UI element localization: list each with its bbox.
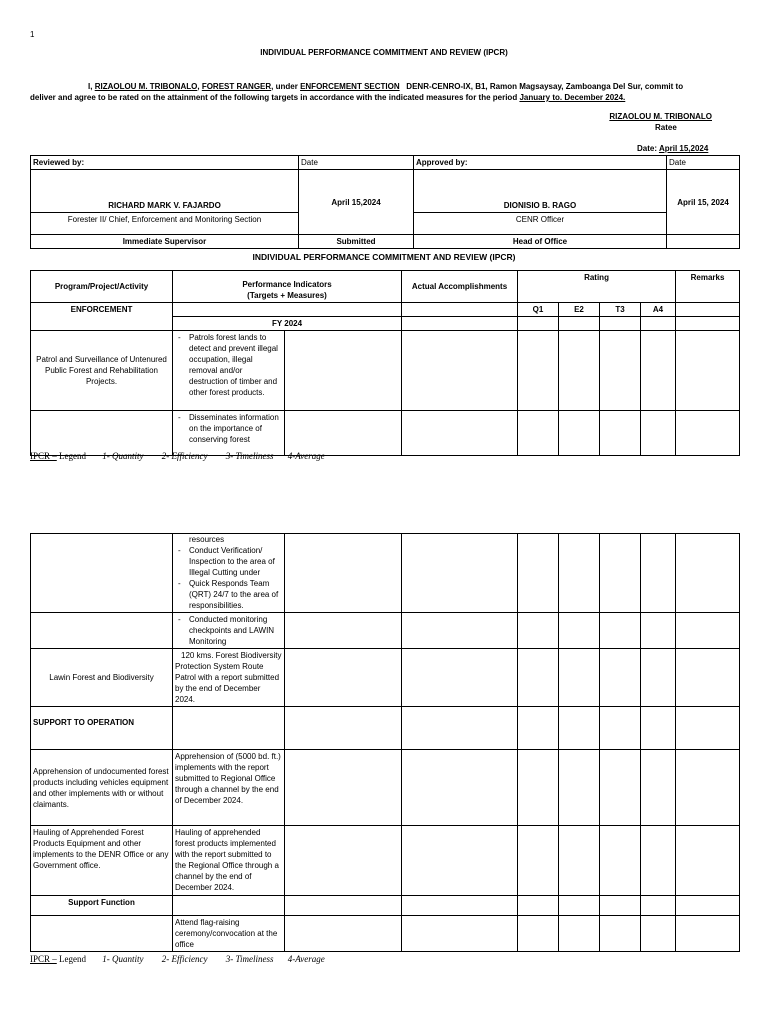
table-row: [31, 896, 740, 916]
approved-by-label: Approved by:: [414, 156, 667, 170]
pi-item: - Conducted monitoring checkpoints and LAWIN Monitoring: [175, 614, 282, 647]
pi-cell: [173, 613, 285, 649]
ratee-date-value: April 15,2024: [658, 144, 709, 153]
comma: ,: [197, 82, 200, 91]
rating-e2: E2: [559, 303, 600, 317]
legend-ipcr: IPCR –: [30, 451, 57, 461]
rating-t3: T3: [600, 303, 641, 317]
date-label-2: Date: [667, 156, 740, 170]
empty-cell: [676, 303, 740, 317]
table-row: [31, 649, 740, 707]
head-of-office-label: Head of Office: [414, 235, 667, 249]
legend-timeliness: 3- Timeliness: [225, 954, 274, 964]
ratee-label: Ratee: [655, 123, 677, 132]
ratee-section: ENFORCEMENT SECTION: [300, 82, 400, 91]
section-support-function: Support Function: [31, 896, 173, 916]
immediate-supervisor-label: Immediate Supervisor: [31, 235, 299, 249]
pi-cell: [173, 411, 285, 456]
header-remarks: Remarks: [676, 271, 740, 303]
empty-cell: [402, 317, 518, 331]
header-pi-line1: Performance Indicators: [242, 280, 332, 289]
table-row: [31, 331, 740, 411]
header-pi-line2: (Targets + Measures): [247, 291, 327, 300]
ratee-position: FOREST RANGER: [201, 82, 272, 91]
legend-ipcr: IPCR –: [30, 954, 57, 964]
reviewer-date: April 15,2024: [299, 170, 414, 235]
section-support-to-operation: SUPPORT TO OPERATION: [31, 707, 173, 750]
ratee-date: [637, 144, 708, 153]
legend-page-2: [30, 954, 325, 964]
header-rating: Rating: [518, 271, 676, 303]
legend-efficiency: 2- Efficiency: [161, 954, 208, 964]
header-ppa: Program/Project/Activity: [31, 271, 173, 303]
approver-name: DIONISIO B. RAGO: [414, 170, 667, 213]
ratee-signature-name: RIZAOLOU M. TRIBONALO: [609, 112, 712, 121]
empty-cell: [402, 303, 518, 317]
table-row: [31, 411, 740, 456]
pi-item: - Disseminates information on the importance of conserving forest: [175, 412, 282, 445]
pi-item: - Patrols forest lands to detect and prevent illegal occupation, illegal removal and/or destruction of timber and other forest products.: [175, 332, 282, 398]
rating-a4: A4: [641, 303, 676, 317]
pi-lawin: 120 kms. Forest Biodiversity Protection System Route Patrol with a report submitted by the end of December 2024.: [173, 649, 285, 707]
header-performance-indicators: [173, 271, 402, 303]
section-enforcement: ENFORCEMENT: [31, 303, 173, 331]
empty-cell: [173, 303, 402, 317]
table-row: [31, 750, 740, 826]
approver-date: April 15, 2024: [667, 170, 740, 235]
header-actual-accomplishments: Actual Accomplishments: [402, 271, 518, 303]
ppa-hauling: Hauling of Apprehended Forest Products Equipment and other implements to the DENR Office or any Government office.: [31, 826, 173, 896]
table-row: [31, 916, 740, 952]
ratee-office: DENR-CENRO-IX, B1, Ramon Magsaysay, Zamboanga Del Sur, commit to: [406, 82, 684, 91]
empty-cell: [667, 235, 740, 249]
legend-efficiency: 2- Efficiency: [161, 451, 208, 461]
pi-apprehension: Apprehension of (5000 bd. ft.) implements with the report submitted to Regional Office through a channel by the end of December 2024.: [173, 750, 285, 826]
reviewer-title: Forester II/ Chief, Enforcement and Monitoring Section: [31, 213, 299, 235]
ipcr-table-page-2: [30, 533, 740, 952]
legend-quantity: 1- Quantity: [102, 954, 144, 964]
pi-hauling: Hauling of apprehended forest products implemented with the report submitted to the Regional Office through a channel by the end of December 2024.: [173, 826, 285, 896]
commitment-text: deliver and agree to be rated on the attainment of the following targets in accordance with the indicated measures for the period: [30, 93, 518, 102]
pi-cell: [173, 534, 285, 613]
pi-flag-raising: Attend flag-raising ceremony/convocation at the office: [173, 916, 285, 952]
legend-label: Legend: [59, 451, 87, 461]
reviewed-by-label: Reviewed by:: [31, 156, 299, 170]
submitted-label: Submitted: [299, 235, 414, 249]
table-row: [31, 613, 740, 649]
approver-title: CENR Officer: [414, 213, 667, 235]
commitment-i: I,: [88, 82, 93, 91]
commitment-period: January to. December 2024.: [519, 93, 626, 102]
rating-q1: Q1: [518, 303, 559, 317]
legend-label: Legend: [59, 954, 87, 964]
table-row: [31, 534, 740, 613]
ratee-name-inline: RIZAOLOU M. TRIBONALO: [94, 82, 198, 91]
under-text: , under: [271, 82, 298, 91]
fy-label: FY 2024: [173, 317, 402, 331]
table-row: [31, 707, 740, 750]
date-label-1: Date: [299, 156, 414, 170]
legend-quantity: 1- Quantity: [102, 451, 144, 461]
commitment-line-2: [30, 93, 625, 102]
pi-item: - Quick Responds Team (QRT) 24/7 to the area of responsibilities.: [175, 578, 282, 611]
ppa-patrol: Patrol and Surveillance of Untenured Public Forest and Rehabilitation Projects.: [31, 331, 173, 411]
pi-continued: resources: [189, 535, 225, 544]
reviewer-name: RICHARD MARK V. FAJARDO: [31, 170, 299, 213]
legend-page-1: [30, 451, 325, 461]
table-row: [31, 826, 740, 896]
ppa-lawin: Lawin Forest and Biodiversity: [31, 649, 173, 707]
pi-item: - Conduct Verification/ Inspection to the area of Illegal Cutting under: [175, 545, 282, 578]
legend-average: 4-Average: [287, 954, 325, 964]
ipcr-table-page-1: [30, 270, 740, 456]
page-number: 1: [30, 30, 35, 39]
document-title: INDIVIDUAL PERFORMANCE COMMITMENT AND REVIEW (IPCR): [260, 48, 508, 57]
ratee-date-label: Date:: [637, 144, 658, 153]
signatories-table: [30, 155, 740, 249]
ppa-empty: [31, 411, 173, 456]
legend-average: 4-Average: [287, 451, 325, 461]
ppa-apprehension: Apprehension of undocumented forest products including vehicles equipment and other implements with or without claimants.: [31, 750, 173, 826]
ipcr-table-title: INDIVIDUAL PERFORMANCE COMMITMENT AND REVIEW (IPCR): [252, 252, 516, 262]
legend-timeliness: 3- Timeliness: [225, 451, 274, 461]
pi-cell: [173, 331, 285, 411]
commitment-line-1: [88, 82, 683, 91]
